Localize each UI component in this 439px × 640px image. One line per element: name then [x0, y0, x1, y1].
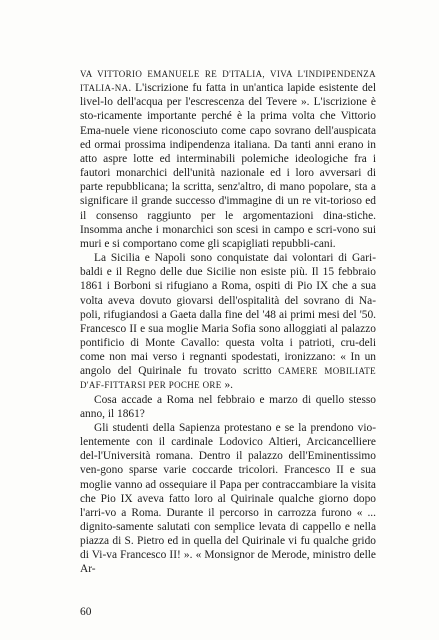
- text-segment: Cosa accade a Roma nel febbraio e marzo di quello stesso anno, il 1861?: [80, 393, 376, 420]
- paragraph: [80, 67, 376, 251]
- paragraph: [80, 251, 376, 393]
- text-segment: La Sicilia e Napoli sono conquistate dai volontari di Gari-baldi e il Regno delle due Sicilie non esiste più. Il 15 febbraio 1861 i Borboni si rifugiano a Roma, ospiti di Pio IX che a sua volta aveva dovuto giovarsi dell'ospitalità del sovrano di Na-poli, rifugiandosi a Gaeta dalla fine del '48 ai primi mesi del '50. Francesco II e sua moglie Maria Sofia sono alloggiati al palazzo pontificio di Monte Cavallo: questa volta i patrioti, cru-deli come non mai verso i regnanti spodestati, ironizzano: « In un angolo del Quirinale fu trovato scritto: [80, 252, 376, 378]
- text-segment: ».: [221, 379, 234, 392]
- text-segment: Gli studenti della Sapienza protestano e se la prendono vio-lentemente con il cardinale Lodovico Altieri, Arcicancelliere del-l'Università romana. Dentro il palazzo dell'Eminentissimo ven-gono sparse varie coccarde tricolori. Francesco II e sua moglie vanno ad ossequiare il Papa per contraccambiare la visita che Pio IX aveva fatto loro al Quirinale qualche giorno dopo l'arri-vo a Roma. Durante il percorso in carrozza furono « ... dignito-samente salutati con semplice levata di cappello e nella piazza di S. Pietro ed in quella del Quirinale vi fu qualche grido di Vi-va Francesco II! ». « Monsignor de Merode, ministro delle Ar-: [80, 421, 376, 576]
- paragraph: [80, 393, 376, 421]
- body-text: [80, 67, 376, 577]
- paragraph: [80, 421, 376, 577]
- small-caps-text: VA VITTORIO EMANUELE RE D'ITALIA, VIVA L'INDIPENDENZA ITALIA-NA: [80, 69, 376, 94]
- small-caps-text: CAMERE MOBILIATE D'AF-FITTARSI PER POCHE ORE: [80, 366, 376, 391]
- text-segment: . L'iscrizione fu fatta in un'antica lapide esistente del livel-lo dell'acqua per l'escrescenza del Tevere ». L'iscrizione è sto-ricamente importante perché è la prima volta che Vittorio Ema-nuele viene riconosciuto come capo sovrano dell'auspicata ed ormai prossima indipendenza italiana. Da tanti anni erano in atto aspre lotte ed interminabili polemiche ideologiche fra i fautori monarchici dell'unità nazionale ed i loro avversari di parte repubblicana; la scritta, senz'altro, di mano popolare, sta a significare il grande successo d'immagine di un re vit-torioso ed il consenso raggiunto per le argomentazioni dina-stiche. Insomma anche i monarchici son scesi in campo e scri-vono sui muri e si comportano come gli scapigliati repubbli-cani.: [80, 82, 376, 250]
- page-number: 60: [80, 606, 92, 618]
